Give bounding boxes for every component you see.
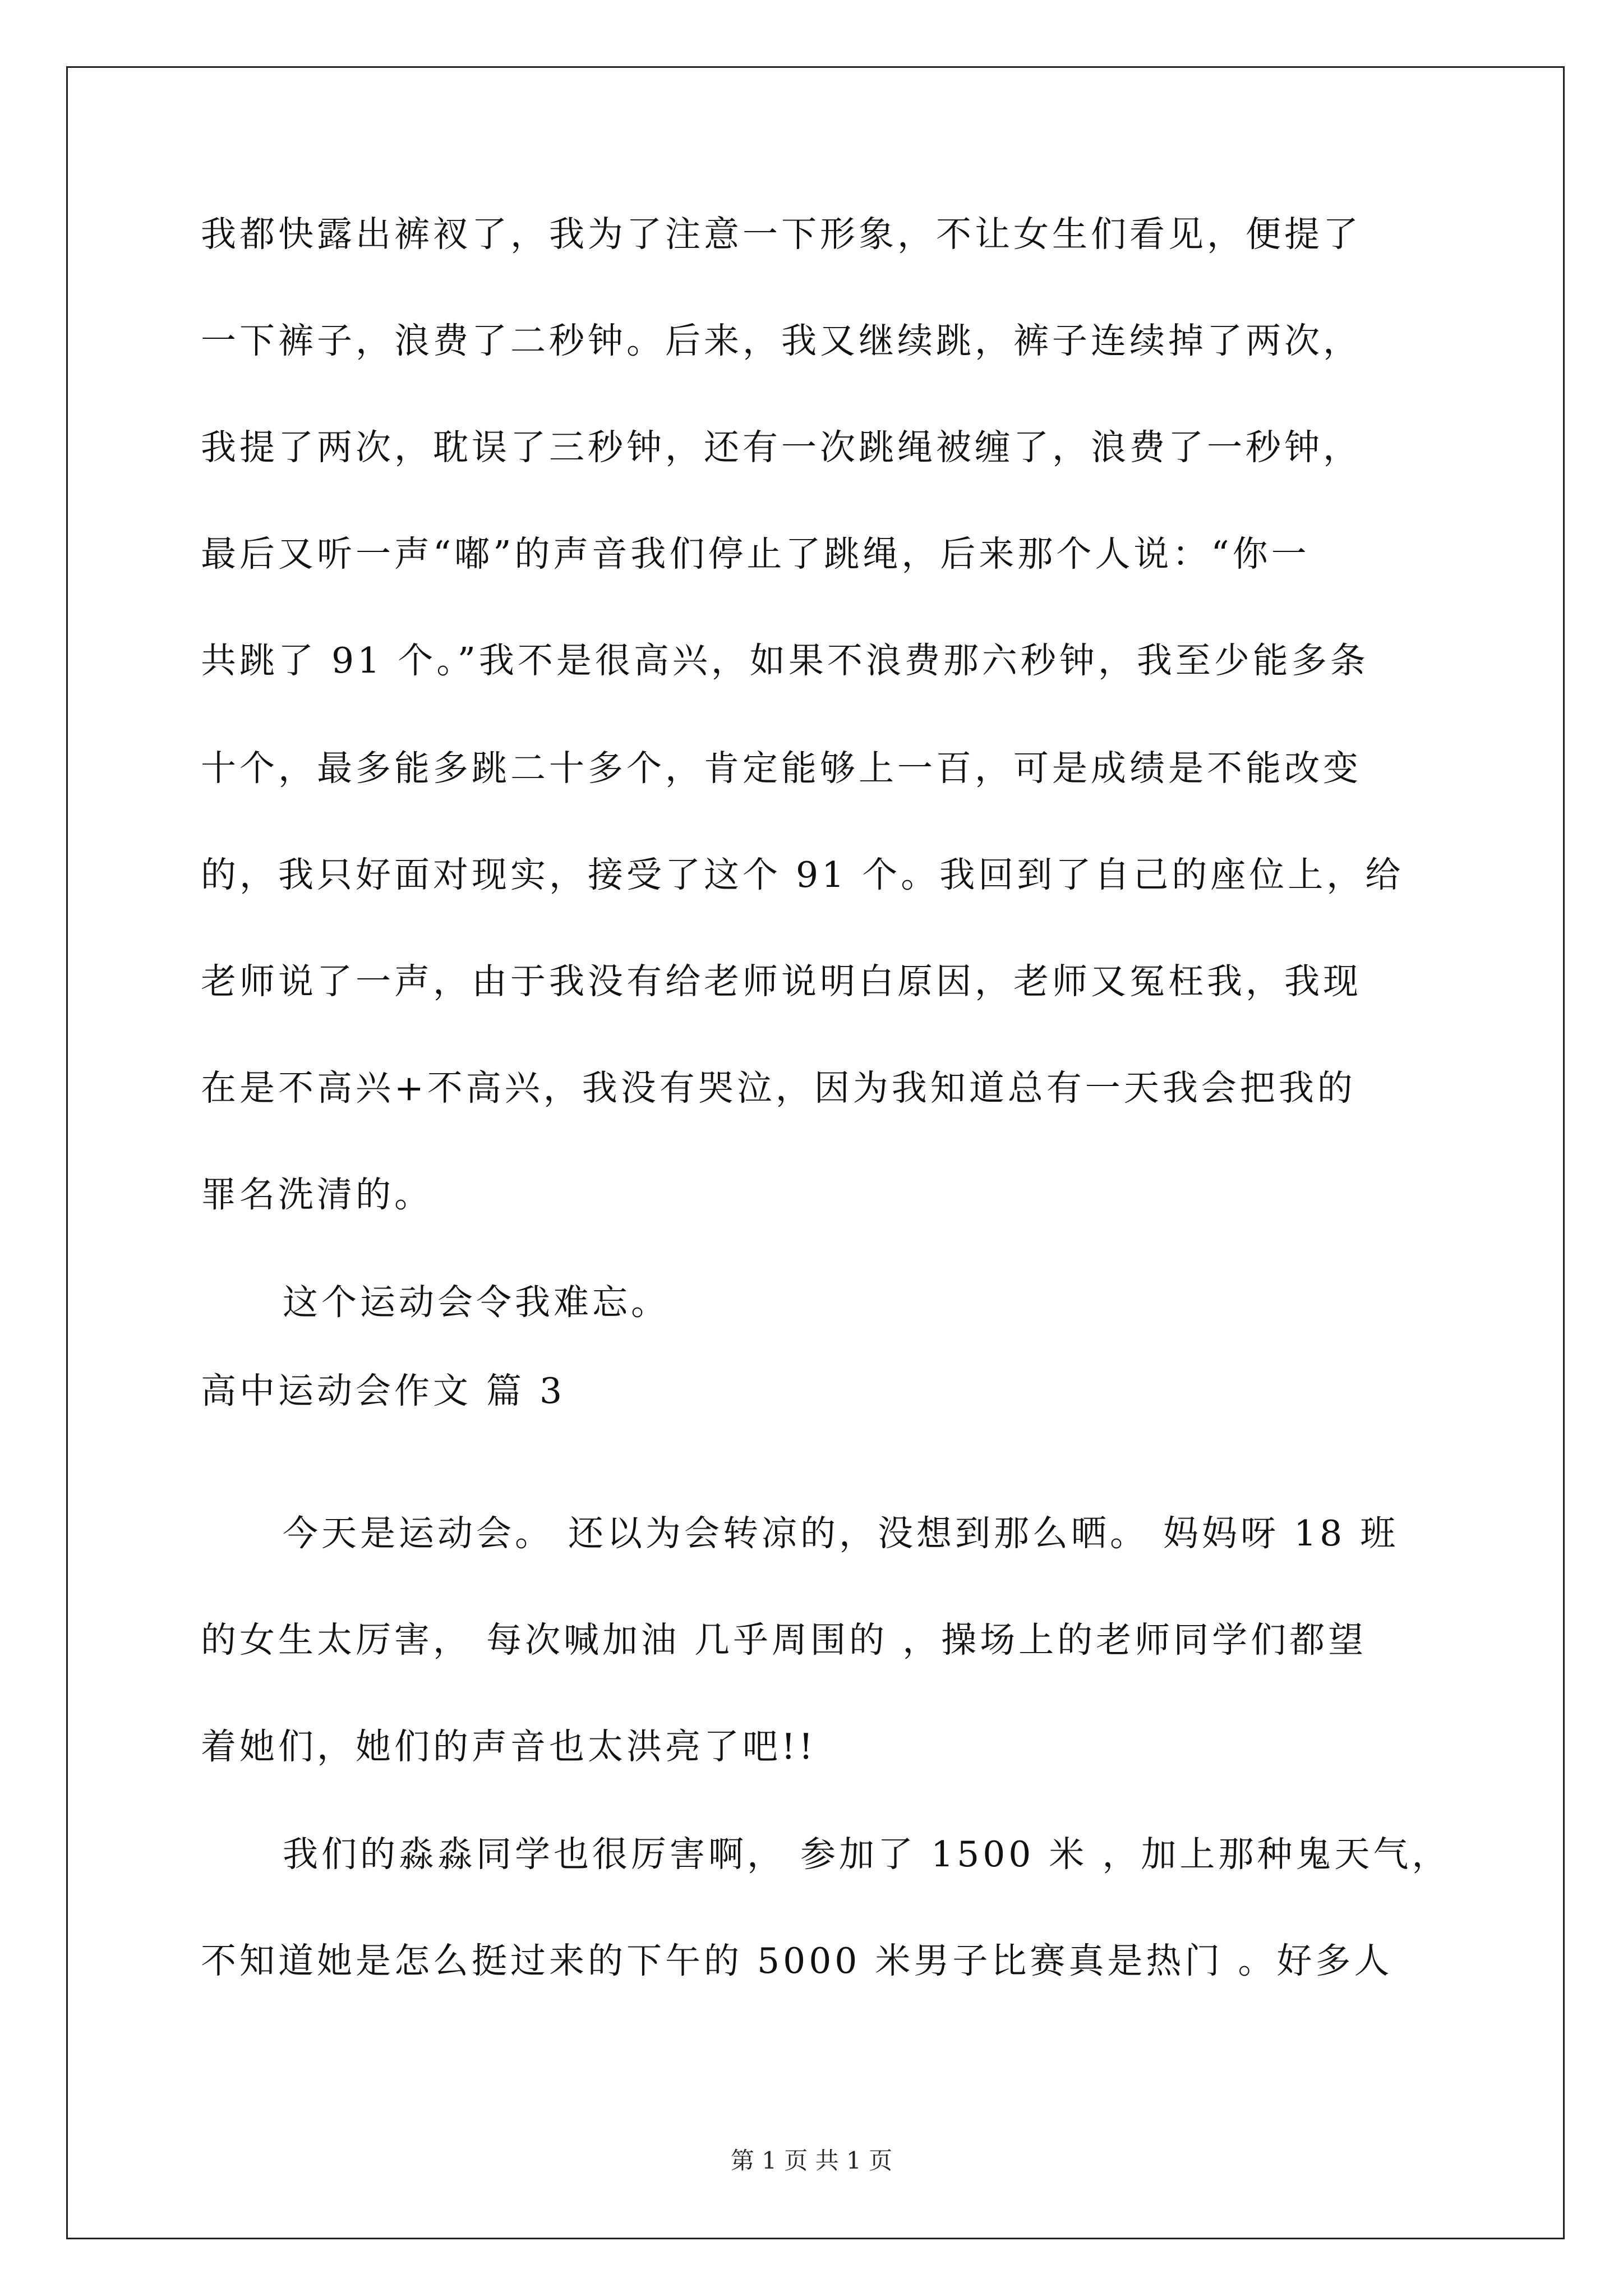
text-line: 我都快露出裤衩了，我为了注意一下形象，不让女生们看见，便提了 <box>201 214 1362 255</box>
text-line: 一下裤子，浪费了二秒钟。后来，我又继续跳，裤子连续掉了两次， <box>201 320 1362 361</box>
paragraph-line: 这个运动会令我难忘。 <box>283 1282 670 1323</box>
text-line: 共跳了 91 个。”我不是很高兴，如果不浪费那六秒钟，我至少能多条 <box>201 640 1369 681</box>
text-line: 罪名洗清的。 <box>201 1174 433 1215</box>
text-line: 着她们，她们的声音也太洪亮了吧!! <box>201 1726 817 1767</box>
section-heading: 高中运动会作文 篇 3 <box>201 1370 566 1411</box>
text-line: 的，我只好面对现实，接受了这个 91 个。我回到了自己的座位上，给 <box>201 854 1404 895</box>
page-number-footer: 第 1 页 共 1 页 <box>730 2147 893 2174</box>
paragraph-line: 今天是运动会。 还以为会转凉的，没想到那么晒。 妈妈呀 18 班 <box>283 1513 1399 1554</box>
text-line: 我提了两次，耽误了三秒钟，还有一次跳绳被缠了，浪费了一秒钟， <box>201 427 1362 468</box>
text-line: 老师说了一声，由于我没有给老师说明白原因，老师又冤枉我，我现 <box>201 961 1362 1002</box>
text-line: 不知道她是怎么挺过来的下午的 5000 米男子比赛真是热门 。好多人 <box>201 1940 1393 1981</box>
text-line: 的女生太厉害， 每次喊加油 几乎周围的 ，操场上的老师同学们都望 <box>201 1619 1367 1660</box>
text-line: 十个，最多能多跳二十多个，肯定能够上一百，可是成绩是不能改变 <box>201 748 1362 789</box>
page-border <box>66 66 1565 2239</box>
text-line: 最后又听一声“嘟”的声音我们停止了跳绳，后来那个人说：“你一 <box>201 533 1310 574</box>
paragraph-line: 我们的淼淼同学也很厉害啊， 参加了 1500 米 ，加上那种鬼天气， <box>283 1834 1451 1875</box>
text-line: 在是不高兴+不高兴，我没有哭泣，因为我知道总有一天我会把我的 <box>201 1068 1356 1108</box>
